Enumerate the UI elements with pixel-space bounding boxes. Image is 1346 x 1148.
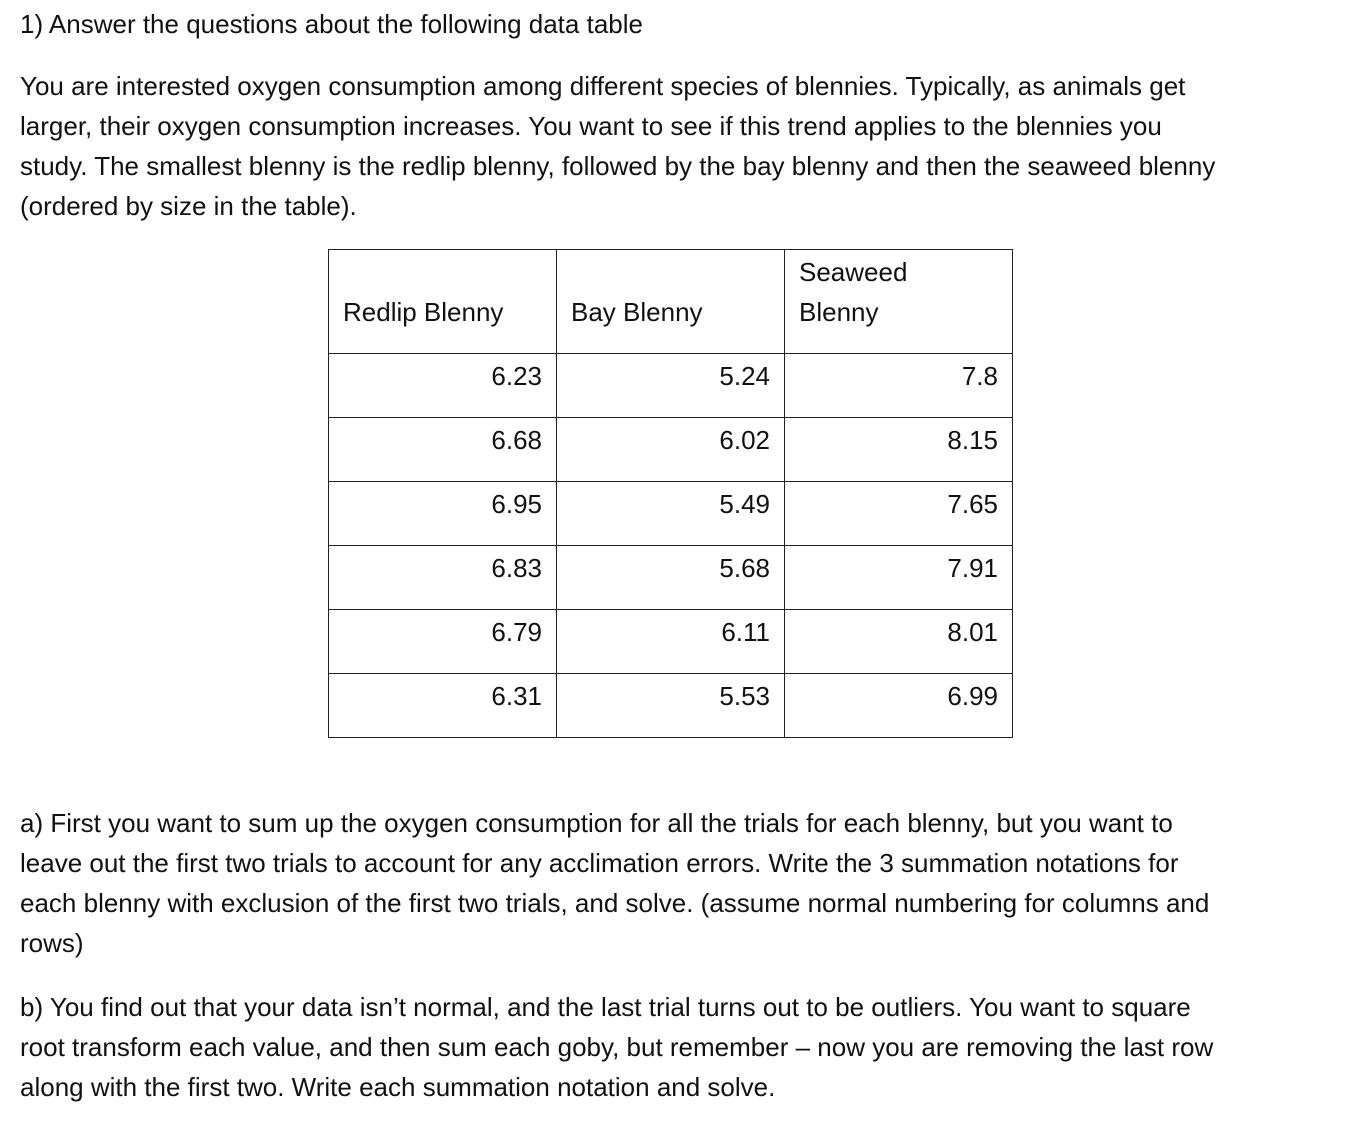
question-a <box>20 803 1209 963</box>
table-cell: 6.02 <box>557 418 785 482</box>
question-b-line: b) You find out that your data isn’t normal, and the last trial turns out to be outliers. You want to square <box>20 992 1191 1022</box>
table-cell: 7.91 <box>785 546 1013 610</box>
table-row <box>329 674 1013 738</box>
table-cell: 5.49 <box>557 482 785 546</box>
question-b-line: root transform each value, and then sum each goby, but remember – now you are removing the last row <box>20 1032 1214 1062</box>
table-row <box>329 610 1013 674</box>
intro-line: study. The smallest blenny is the redlip blenny, followed by the bay blenny and then the seaweed blenny <box>20 151 1216 181</box>
table-row <box>329 354 1013 418</box>
table-cell: 5.24 <box>557 354 785 418</box>
table-cell: 6.31 <box>329 674 557 738</box>
question-a-line: each blenny with exclusion of the first two trials, and solve. (assume normal numbering for columns and <box>20 888 1210 918</box>
table-cell: 6.99 <box>785 674 1013 738</box>
table-cell: 5.68 <box>557 546 785 610</box>
intro-line: larger, their oxygen consumption increases. You want to see if this trend applies to the blennies you <box>20 111 1162 141</box>
table-cell: 7.8 <box>785 354 1013 418</box>
table-cell: 7.65 <box>785 482 1013 546</box>
table-cell: 6.68 <box>329 418 557 482</box>
question-b-line: along with the first two. Write each summation notation and solve. <box>20 1072 776 1102</box>
intro-line: (ordered by size in the table). <box>20 191 357 221</box>
table-row <box>329 546 1013 610</box>
table-row <box>329 482 1013 546</box>
intro-paragraph <box>20 66 1330 226</box>
table-cell: 8.15 <box>785 418 1013 482</box>
table-cell: 6.23 <box>329 354 557 418</box>
table-cell: 6.79 <box>329 610 557 674</box>
table-cell: 5.53 <box>557 674 785 738</box>
table-row <box>329 418 1013 482</box>
question-a-line: leave out the first two trials to account for any acclimation errors. Write the 3 summation notations for <box>20 848 1179 878</box>
question-a-line: rows) <box>20 928 84 958</box>
data-table-container <box>328 249 1013 738</box>
oxygen-data-table <box>328 249 1013 738</box>
header-redlip-blenny: Redlip Blenny <box>329 250 557 354</box>
intro-line: You are interested oxygen consumption among different species of blennies. Typically, as animals get <box>20 71 1186 101</box>
table-cell: 6.83 <box>329 546 557 610</box>
table-header-row <box>329 250 1013 354</box>
header-seaweed-blenny: Seaweed Blenny <box>785 250 1013 354</box>
question-b <box>20 987 1213 1107</box>
table-cell: 6.11 <box>557 610 785 674</box>
table-cell: 6.95 <box>329 482 557 546</box>
header-bay-blenny: Bay Blenny <box>557 250 785 354</box>
question-heading: 1) Answer the questions about the following data table <box>20 9 643 39</box>
table-cell: 8.01 <box>785 610 1013 674</box>
question-a-line: a) First you want to sum up the oxygen consumption for all the trials for each blenny, but you want to <box>20 808 1173 838</box>
